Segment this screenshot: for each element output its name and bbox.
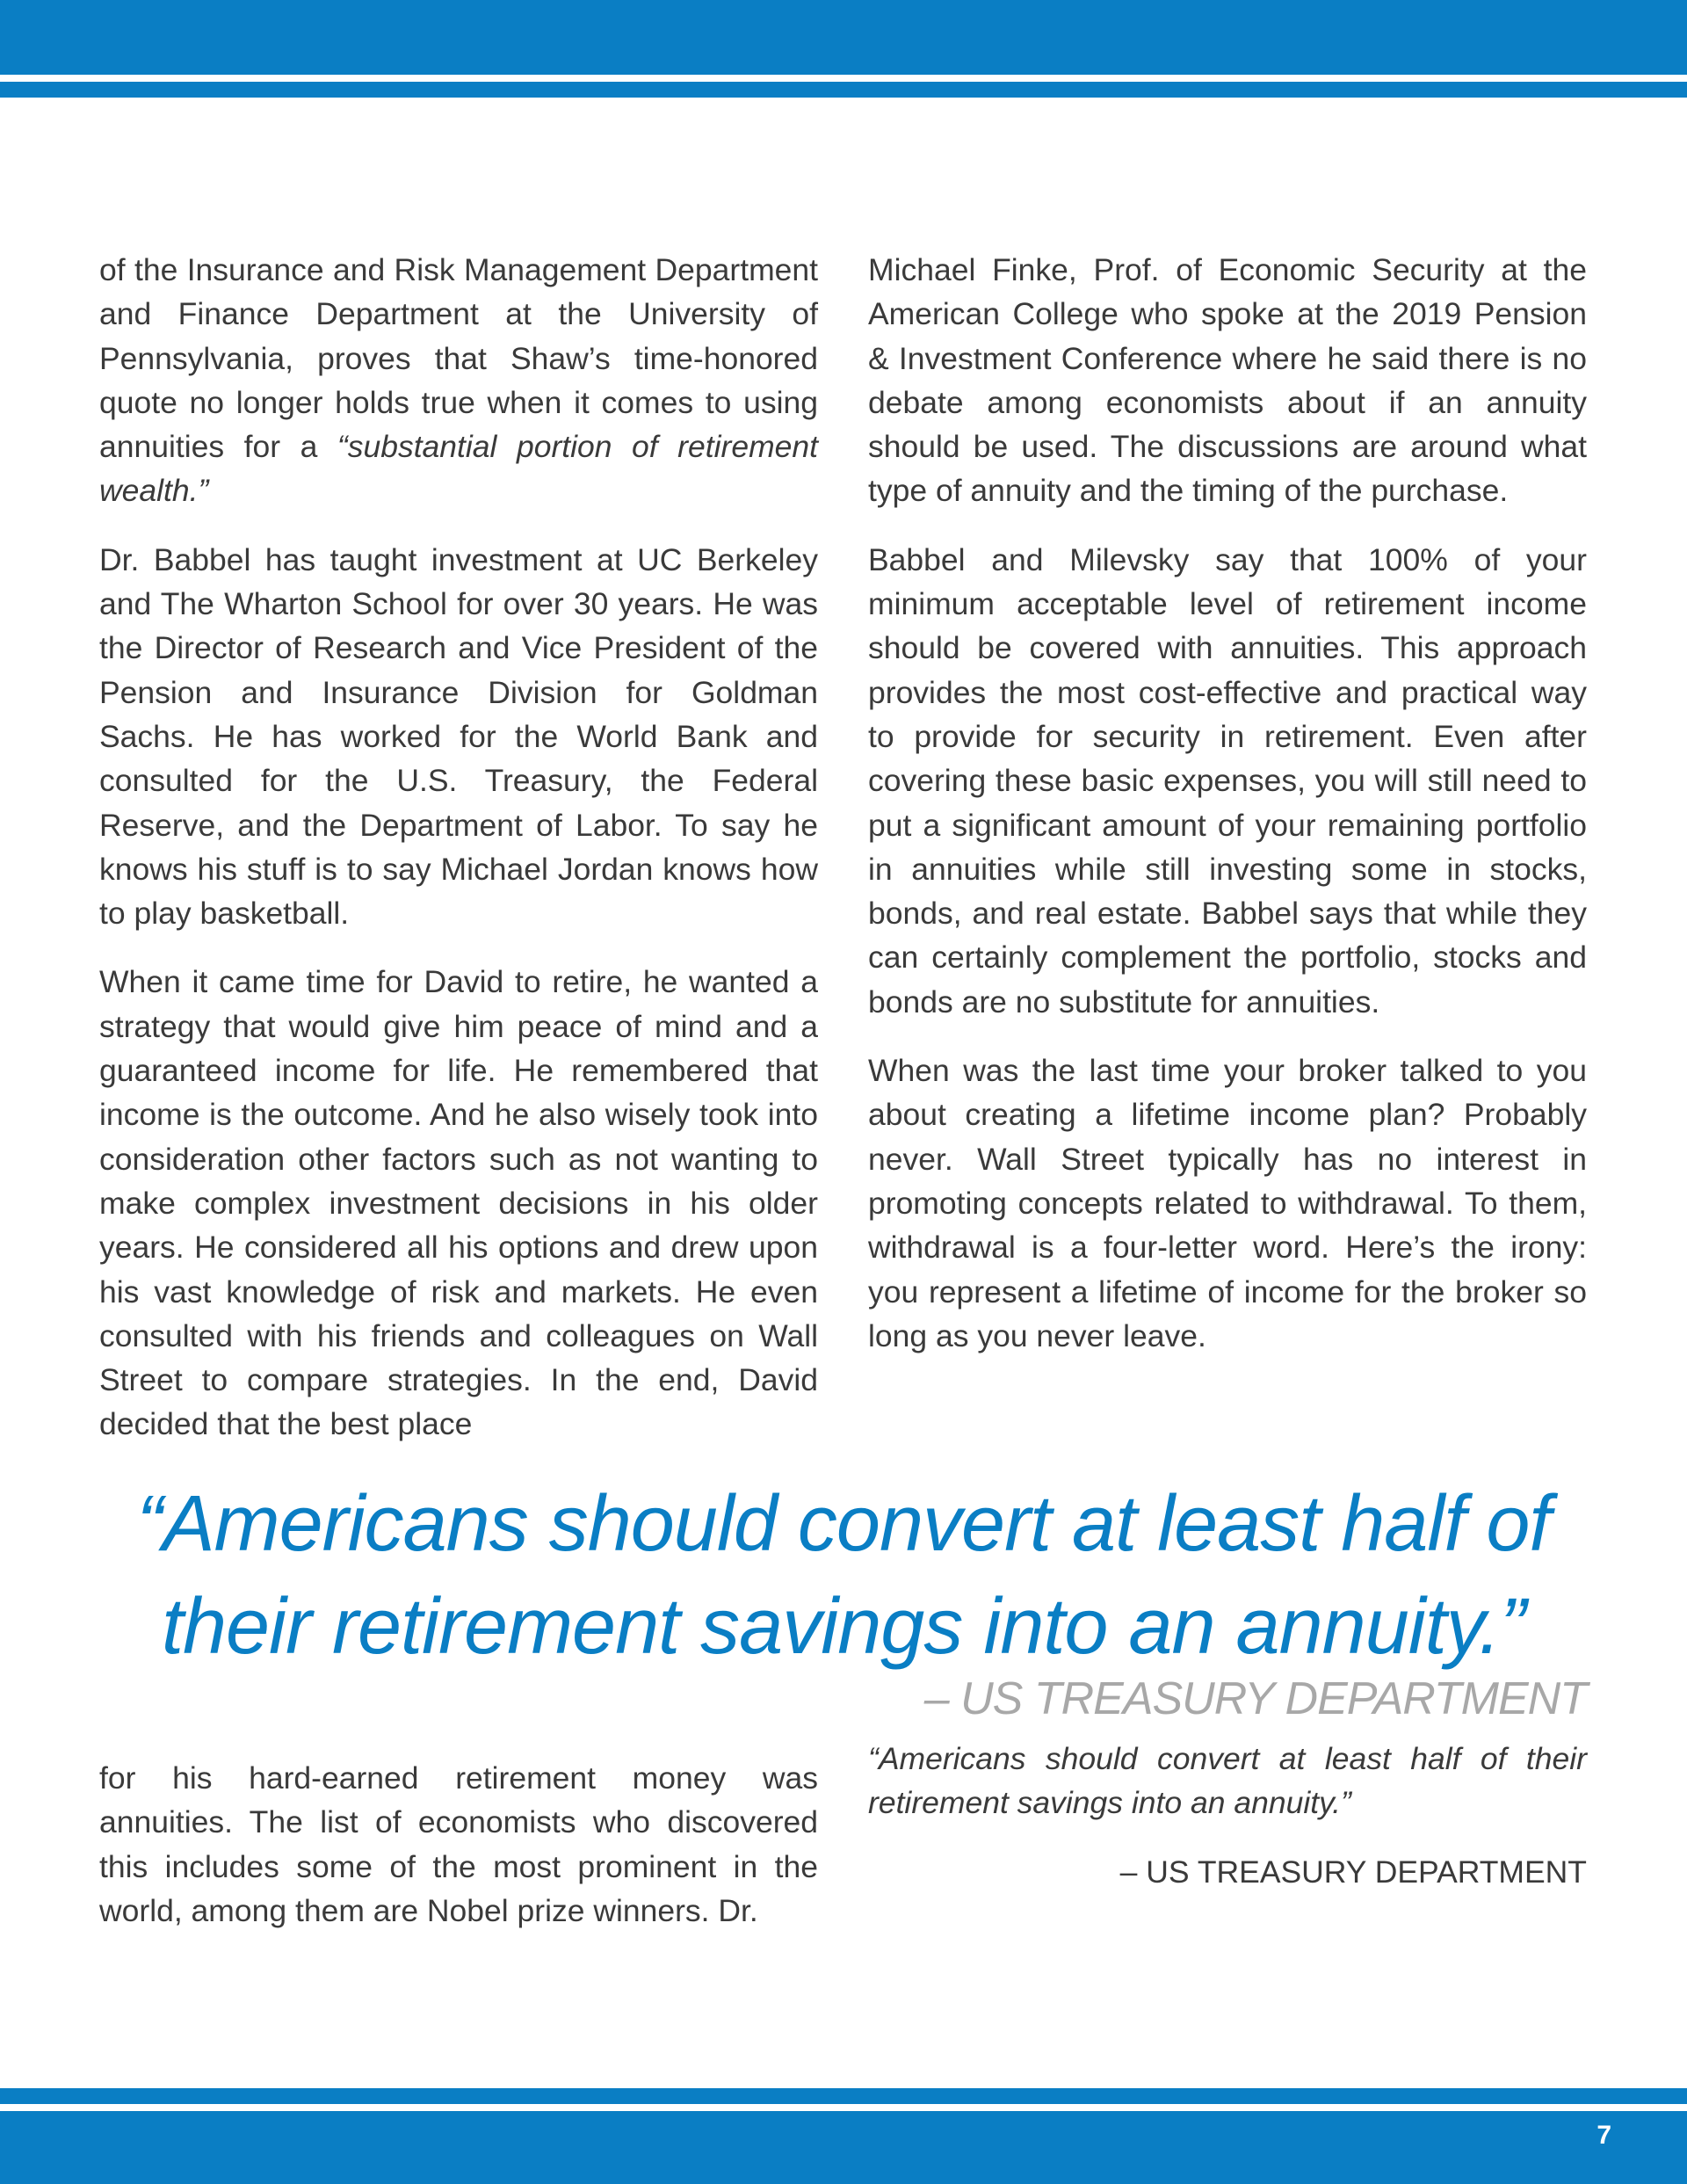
pull-quote-line-1: “Americans should convert at least half of bbox=[136, 1480, 1551, 1568]
left-column bbox=[99, 248, 818, 1471]
right-paragraph-3: When was the last time your broker talked to you about creating a lifetime income plan? Probably never. Wall Street typically has no interest in promoting concepts related to withdrawal. To them, withdrawal is a four-letter word. Here’s the irony: you represent a lifetime of income for the broker so long as you never leave. bbox=[868, 1053, 1587, 1353]
right-paragraph-1: Michael Finke, Prof. of Economic Security at the American College who spoke at the 2019 Pension & Investment Conference where he said there is no debate among economists about if an annuity should be used. The discussions are around what type of annuity and the timing of the purchase. bbox=[868, 252, 1587, 509]
left-paragraph-3: When it came time for David to retire, he wanted a strategy that would give him peace of mind and a guaranteed income for life. He remembered that income is the outcome. And he also wisely took into consideration other factors such as not wanting to make complex investment decisions in his older years. He considered all his options and drew upon his vast knowledge of risk and markets. He even consulted with his friends and colleagues on Wall Street to compare strategies. In the end, David decided that the best place bbox=[99, 964, 818, 1442]
footer-band bbox=[0, 2111, 1687, 2184]
right-paragraph-2: Babbel and Milevsky say that 100% of your minimum acceptable level of retirement income should be covered with annuities. This approach provides the most cost-effective and practical way to provide for security in retirement. Even after covering these basic expenses, you will still need to put a significant amount of your remaining portfolio in annuities while still investing some in stocks, bonds, and real estate. Babbel says that while they can certainly complement the portfolio, stocks and bonds are no substitute for annuities. bbox=[868, 541, 1587, 1019]
header-band bbox=[0, 0, 1687, 75]
left-paragraph-4: for his hard-earned retirement money was annuities. The list of economists who discovered this includes some of the most prominent in the world, among them are Nobel prize winners. Dr. bbox=[99, 1760, 818, 1928]
pull-quote-attribution: – US TREASURY DEPARTMENT bbox=[923, 1673, 1587, 1724]
left-paragraph-2: Dr. Babbel has taught investment at UC Berkeley and The Wharton School for over 30 years. He was the Director of Research and Vice President of the Pension and Insurance Division for Goldman Sachs. He has worked for the World Bank and consulted for the U.S. Treasury, the Federal Reserve, and the Department of Labor. To say he knows his stuff is to say Michael Jordan knows how to play basketball. bbox=[99, 541, 818, 932]
pull-quote bbox=[53, 1473, 1634, 1679]
right-column bbox=[868, 248, 1587, 1382]
left-column-continued bbox=[99, 1756, 818, 1957]
pull-quote-line-2: their retirement savings into an annuity.” bbox=[161, 1583, 1526, 1671]
page-number: 7 bbox=[1596, 2121, 1611, 2150]
inline-quote-attribution: – US TREASURY DEPARTMENT bbox=[1119, 1854, 1587, 1890]
left-paragraph-1 bbox=[99, 248, 818, 513]
left-paragraph-1-text: of the Insurance and Risk Management Department and Finance Department at the University of Pennsylvania, proves that Shaw’s time-honored quote no longer holds true when it comes to using annuities for a bbox=[99, 252, 818, 465]
left-paragraph-1-italic: “substantial portion of retirement wealth.” bbox=[99, 429, 818, 509]
right-column-quote bbox=[868, 1737, 1587, 1894]
inline-quote: “Americans should convert at least half of their retirement savings into an annuity.” bbox=[868, 1741, 1587, 1821]
header-rule bbox=[0, 82, 1687, 98]
footer-rule bbox=[0, 2088, 1687, 2104]
